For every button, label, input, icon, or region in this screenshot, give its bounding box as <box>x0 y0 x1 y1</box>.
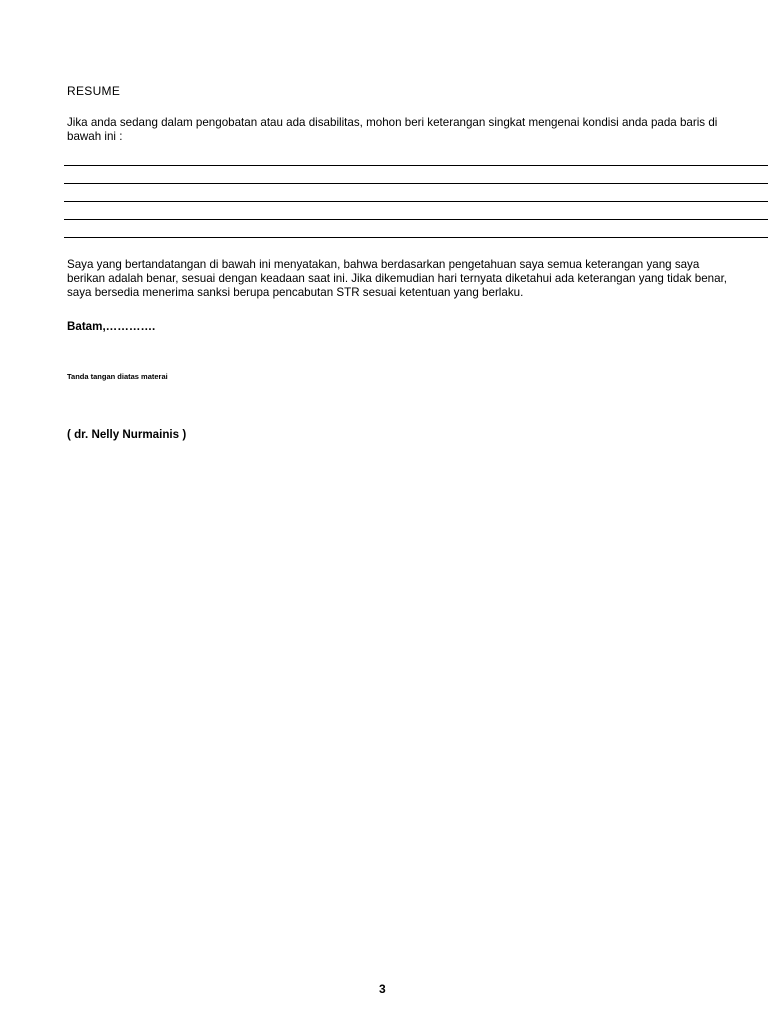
signature-note: Tanda tangan diatas materai <box>67 372 168 381</box>
answer-line <box>64 219 768 220</box>
intro-paragraph <box>67 116 768 144</box>
declaration-line: Saya yang bertandatangan di bawah ini menyatakan, bahwa berdasarkan pengetahuan saya semua keterangan yang saya <box>67 258 700 271</box>
declaration-line: berikan adalah benar, sesuai dengan keadaan saat ini. Jika dikemudian hari ternyata diketahui ada keterangan yang tidak benar, <box>67 272 728 285</box>
answer-line <box>64 237 768 238</box>
answer-line <box>64 201 768 202</box>
section-heading: RESUME <box>67 84 121 98</box>
declaration-paragraph <box>67 258 768 300</box>
page-number: 3 <box>379 982 386 996</box>
intro-line: Jika anda sedang dalam pengobatan atau ada disabilitas, mohon beri keterangan singkat mengenai kondisi anda pada baris di <box>67 116 718 129</box>
signer-name: ( dr. Nelly Nurmainis ) <box>67 428 187 441</box>
declaration-line: saya bersedia menerima sanksi berupa pencabutan STR sesuai ketentuan yang berlaku. <box>67 286 524 299</box>
answer-lines <box>64 165 768 255</box>
intro-line: bawah ini : <box>67 130 123 143</box>
place-date: Batam,…………. <box>67 320 156 333</box>
answer-line <box>64 165 768 166</box>
answer-line <box>64 183 768 184</box>
